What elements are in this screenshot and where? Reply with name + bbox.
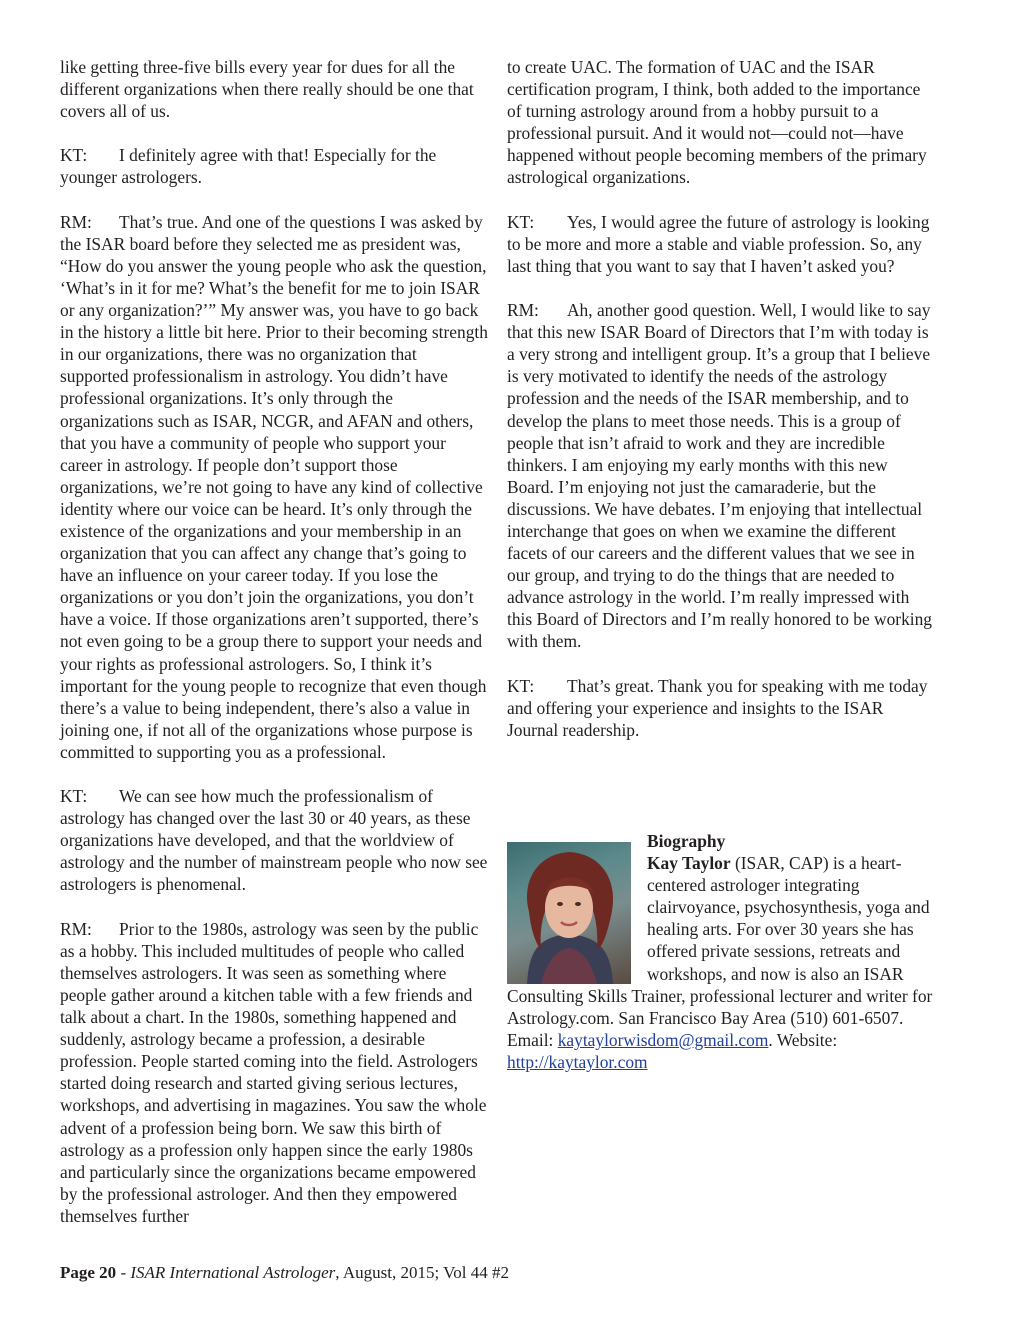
paragraph-text: That’s great. Thank you for speaking with me today and offering your experience and insights to the ISAR Journal readership. (507, 675, 928, 740)
paragraph-text: Prior to the 1980s, astrology was seen by the public as a hobby. This included multitudes of people who called themselves astrologers. It was seen as something where people gather around a kitchen table with a few friends and talk about a chart. In the 1980s, something happened and suddenly, astrology became a profession, a desirable profession. People started coming into the field. Astrologers started doing research and started giving serious lectures, workshops, and advertising in magazines. You saw the whole advent of a profession being born. We saw this birth of astrology as a profession only happen since the early 1980s and particularly since the organizations became empowered by the professional astrologer. And then they empowered themselves further (60, 918, 487, 1226)
publication-name: ISAR International Astrologer (130, 1263, 336, 1282)
website-link[interactable]: http://kaytaylor.com (507, 1051, 648, 1072)
biography-text: (ISAR, CAP) is a heart-centered astrologer integrating clairvoyance, psychosynthesis, yoga and healing arts. For over 30 years she has offered private sessions, retreats and workshops, and now is also an ISAR Consulting Skills Trainer, professional lecturer and writer for Astrology.com. San Francisco Bay Area (510) 601-6507. Email: (507, 853, 933, 1050)
interview-paragraph: like getting three-five bills every year for dues for all the different organizations when there really should be one that covers all of us. (60, 57, 474, 122)
interview-paragraph (507, 299, 937, 653)
paragraph-text: Ah, another good question. Well, I would like to say that this new ISAR Board of Directors that I’m with today is a very strong and intelligent group. It’s a group that I believe is very motivated to identify the needs of the astrology profession and the needs of the ISAR membership, and to develop the plans to meet those needs. This is a group of people that isn’t afraid to work and they are incredible thinkers. I am enjoying my early months with this new Board. I’m enjoying not just the camaraderie, but the discussions. We have debates. I’m enjoying that intellectual interchange that goes on when we examine the different facets of our careers and the different values that we see in our group, and trying to do the things that are needed to advance astrology in the world. I’m really impressed with this Board of Directors and I’m really honored to be working with them. (507, 300, 932, 652)
speaker-label: KT: (60, 786, 88, 807)
left-column (60, 56, 488, 1249)
interview-paragraph (507, 675, 937, 741)
email-link[interactable]: kaytaylorwisdom@gmail.com (557, 1029, 769, 1050)
interview-paragraph: to create UAC. The formation of UAC and the ISAR certification program, I think, both added to the importance of turning astrology around from a hobby pursuit to a professional pursuit. And it would not—could not—have happened without people becoming members of the primary astrological organizations. (507, 57, 927, 188)
paragraph-text: Yes, I would agree the future of astrology is looking to be more and more a stable and viable profession. So, any last thing that you want to say that I haven’t asked you? (507, 211, 930, 276)
speaker-label: RM: (507, 300, 539, 321)
speaker-label: KT: (507, 211, 535, 232)
interview-paragraph (60, 144, 488, 188)
speaker-label: RM: (60, 211, 92, 232)
interview-paragraph (60, 918, 488, 1227)
interview-paragraph (60, 211, 488, 763)
right-column (507, 56, 937, 763)
interview-paragraph (60, 785, 488, 895)
website-label: . Website: (768, 1029, 838, 1050)
paragraph-text: That’s true. And one of the questions I was asked by the ISAR board before they selected me as president was, “How do you answer the young people who ask the question, ‘What’s in it for me? What’s the benefit for me to join ISAR or any organization?’” My answer was, you have to go back in the history a little bit here. Prior to their becoming strength in our organizations, there was no organization that supported professionalism in astrology. You didn’t have professional organizations. It’s only through the organizations such as ISAR, NCGR, and AFAN and others, that you have a community of people who support your career in astrology. If people don’t support those organizations, we’re not going to have any kind of collective identity where our voice can be heard. It’s only through the existence of the organizations and your membership in an organization that you can affect any change that’s going to have an influence on your career today. If you lose the organizations or you don’t join the organizations, you don’t have a voice. If those organizations aren’t supported, there’s not even going to be a group there to support your needs and your rights as professional astrologers. So, I think it’s important for the young people to recognize that even though there’s a value to being independent, there’s also a value in joining one, if not all of the organizations whose purpose is committed to supporting you as a professional. (60, 211, 488, 762)
portrait-illustration (507, 842, 631, 984)
biography-name: Kay Taylor (647, 853, 731, 874)
speaker-label: KT: (60, 145, 88, 166)
paragraph-text: I definitely agree with that! Especially for the younger astrologers. (60, 145, 437, 188)
issue-info: , August, 2015; Vol 44 #2 (335, 1263, 509, 1282)
speaker-label: KT: (507, 675, 535, 696)
speaker-label: RM: (60, 918, 92, 939)
paragraph-text: We can see how much the professionalism of astrology has changed over the last 30 or 40 years, as these organizations have developed, and that the worldview of astrology and the number of mainstream people who now see astrologers is phenomenal. (60, 786, 488, 895)
interview-paragraph (507, 211, 937, 277)
author-photo (507, 842, 631, 984)
page-footer (60, 1262, 509, 1284)
biography-section (507, 830, 937, 1073)
footer-separator: - (116, 1263, 131, 1282)
biography-heading: Biography (647, 831, 726, 851)
page-number: Page 20 (60, 1263, 117, 1282)
